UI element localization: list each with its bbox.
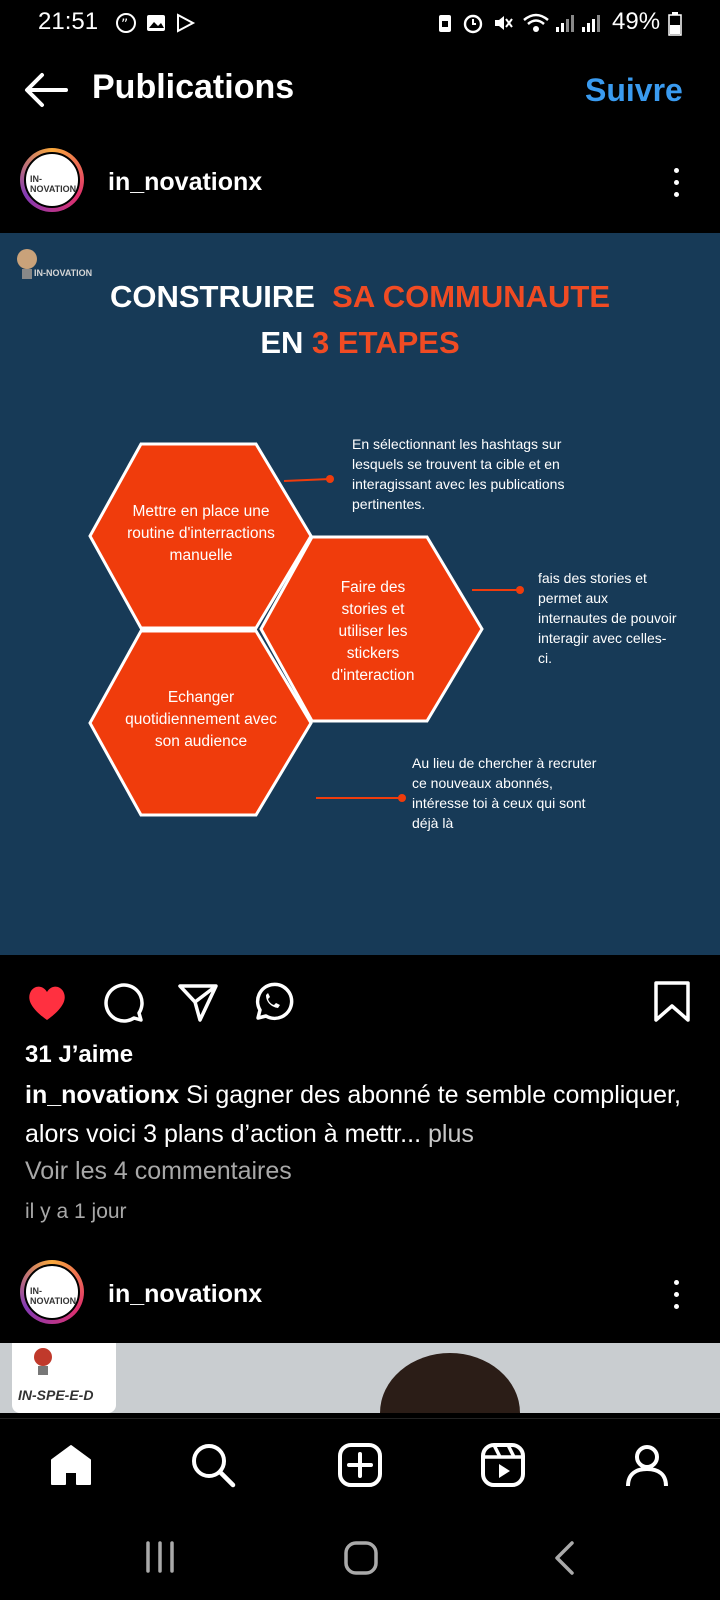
post-image-title-line2	[0, 325, 720, 361]
title-word-etapes: 3 ETAPES	[312, 325, 460, 360]
more-options-icon[interactable]	[670, 1280, 682, 1314]
step-2-description: fais des stories et permet aux internautes de pouvoir interagir avec celles-ci.	[538, 570, 677, 666]
page-title: Publications	[92, 68, 295, 106]
share-send-icon[interactable]	[176, 980, 220, 1024]
battery-icon	[668, 12, 682, 36]
status-bar	[0, 0, 720, 48]
profile-icon[interactable]	[624, 1442, 670, 1488]
whatsapp-icon[interactable]	[250, 980, 294, 1024]
post-image-title-line1	[0, 279, 720, 315]
home-icon[interactable]	[48, 1442, 94, 1488]
step-1-description: En sélectionnant les hashtags sur lesquels se trouvent ta cible et en interagissant avec les publications pertinentes.	[352, 436, 565, 512]
play-store-notification-icon	[174, 12, 196, 34]
view-comments-link[interactable]: Voir les 4 commentaires	[25, 1157, 292, 1185]
mute-icon	[492, 12, 514, 34]
post-username[interactable]: in_novationx	[108, 1280, 263, 1308]
signal-icon-1	[554, 12, 576, 34]
caption-username[interactable]: in_novationx	[25, 1081, 180, 1109]
title-word-en: EN	[260, 325, 304, 360]
home-system-icon[interactable]	[343, 1540, 379, 1576]
follow-button[interactable]: Suivre	[585, 72, 683, 108]
status-time: 21:51	[38, 8, 99, 35]
search-icon[interactable]	[190, 1442, 236, 1488]
like-count[interactable]: 31 J’aime	[25, 1041, 134, 1068]
signal-icon-2	[580, 12, 602, 34]
gallery-notification-icon	[145, 12, 167, 34]
post-username[interactable]: in_novationx	[108, 168, 263, 196]
avatar-logo-text: IN-NOVATION	[30, 1286, 77, 1306]
title-word-communaute: SA COMMUNAUTE	[332, 279, 611, 314]
battery-percent: 49%	[612, 8, 661, 35]
caption-more-link[interactable]: plus	[427, 1120, 474, 1148]
post-caption	[25, 1076, 695, 1154]
lightbulb-logo-icon	[32, 1347, 54, 1377]
next-post-image[interactable]	[0, 1343, 720, 1413]
svg-text:”: ”	[121, 17, 129, 33]
back-arrow-icon[interactable]	[24, 72, 68, 108]
back-system-icon[interactable]	[552, 1540, 578, 1576]
title-word-construire: CONSTRUIRE	[109, 279, 315, 314]
caption-text: Si gagner des abonné te semble compliquer, alors voici 3 plans d’action à mettr...	[25, 1081, 681, 1148]
brand-mark-text: IN-NOVATION	[34, 268, 93, 278]
step-1-label: Mettre en place une routine d'interractions manuelle	[127, 503, 275, 564]
create-post-icon[interactable]	[337, 1442, 383, 1488]
bookmark-icon[interactable]	[650, 980, 694, 1024]
avatar[interactable]	[20, 148, 84, 212]
alarm-icon	[462, 12, 484, 34]
recent-apps-icon[interactable]	[144, 1540, 176, 1574]
battery-saver-icon	[434, 12, 456, 34]
avatar[interactable]	[20, 1260, 84, 1324]
comment-icon[interactable]	[101, 980, 145, 1024]
reels-icon[interactable]	[480, 1442, 526, 1488]
quote-notification-icon	[115, 12, 137, 34]
post-image[interactable]	[0, 233, 720, 955]
wifi-icon	[522, 12, 550, 34]
more-options-icon[interactable]	[670, 168, 682, 202]
step-3-label: Echanger quotidiennement avec son audience	[125, 689, 277, 750]
like-heart-icon[interactable]	[25, 980, 69, 1024]
next-post-logo-box	[12, 1343, 116, 1413]
avatar-logo-text: IN-NOVATION	[30, 174, 77, 194]
post-timestamp: il y a 1 jour	[25, 1200, 127, 1223]
person-head-shape	[380, 1353, 520, 1413]
next-post-brand-text: IN-SPE-E-D	[18, 1387, 94, 1403]
step-3-description: Au lieu de chercher à recruter ce nouveaux abonnés, intéresse toi à ceux qui sont déjà là	[412, 755, 597, 831]
step-2-label: Faire des stories et utiliser les stickers d'interaction	[331, 579, 415, 684]
